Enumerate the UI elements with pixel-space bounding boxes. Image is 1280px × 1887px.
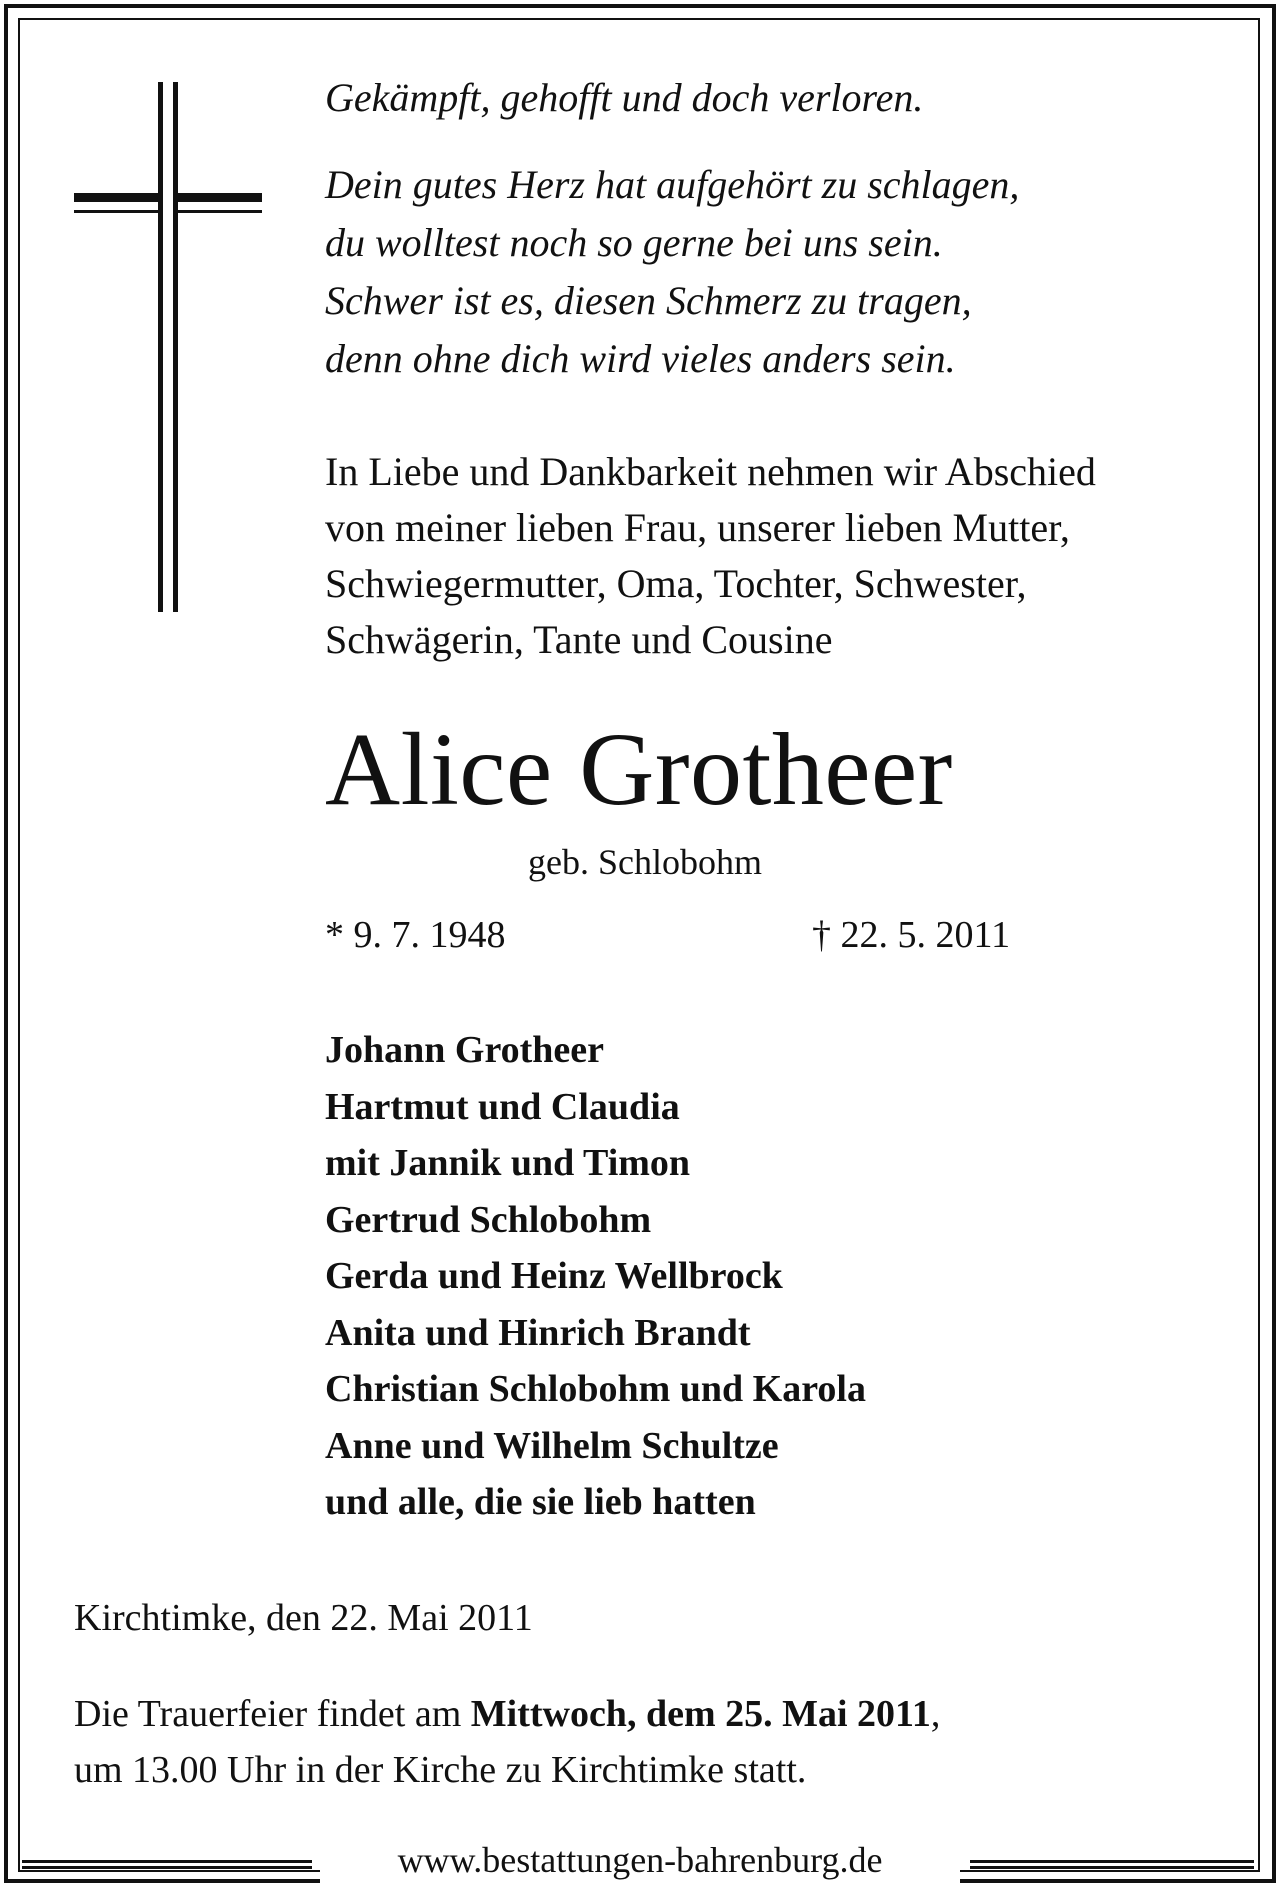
maiden-name: geb. Schlobohm bbox=[528, 842, 762, 882]
intro-line: Schwiegermutter, Oma, Tochter, Schwester, bbox=[325, 561, 1027, 606]
poem-verse-line: du wolltest noch so gerne bei uns sein. bbox=[325, 220, 943, 265]
cross-upright bbox=[158, 82, 178, 612]
service-line-1 bbox=[74, 1686, 940, 1742]
deceased-name: Alice Grotheer bbox=[325, 712, 953, 827]
poem-opening-line: Gekämpft, gehofft und doch verloren. bbox=[325, 75, 924, 120]
mourner-entry: Anita und Hinrich Brandt bbox=[325, 1311, 751, 1354]
service-prefix: Die Trauerfeier findet am bbox=[74, 1693, 471, 1735]
service-date: Mittwoch, dem 25. Mai 2011 bbox=[470, 1693, 931, 1735]
death-date: † 22. 5. 2011 bbox=[812, 914, 1011, 956]
mourner-entry: und alle, die sie lieb hatten bbox=[325, 1481, 756, 1523]
birth-date: * 9. 7. 1948 bbox=[325, 914, 506, 956]
mourner-entry: Johann Grotheer bbox=[325, 1029, 605, 1071]
intro-line: In Liebe und Dankbarkeit nehmen wir Abschied bbox=[325, 449, 1096, 494]
mourner-entry: Anne und Wilhelm Schultze bbox=[325, 1424, 779, 1467]
mourner-entry: Hartmut und Claudia bbox=[325, 1085, 680, 1128]
place-and-date: Kirchtimke, den 22. Mai 2011 bbox=[74, 1597, 533, 1639]
mourners-list bbox=[325, 1022, 1225, 1531]
intro-line: von meiner lieben Frau, unserer lieben Mutter, bbox=[325, 505, 1070, 550]
mourner-entry: mit Jannik und Timon bbox=[325, 1142, 691, 1184]
mourner-entry: Gertrud Schlobohm bbox=[325, 1198, 652, 1241]
footer-rule-left bbox=[22, 1860, 312, 1870]
poem-verse-line: denn ohne dich wird vieles anders sein. bbox=[325, 336, 956, 381]
footer-website: www.bestattungen-bahrenburg.de bbox=[320, 1836, 960, 1884]
mourner-entry: Christian Schlobohm und Karola bbox=[325, 1368, 866, 1410]
funeral-service-info bbox=[74, 1686, 940, 1798]
poem-verse-line: Schwer ist es, diesen Schmerz zu tragen, bbox=[325, 278, 972, 323]
service-line-2: um 13.00 Uhr in der Kirche zu Kirchtimke statt. bbox=[74, 1749, 807, 1791]
poem-verse-line: Dein gutes Herz hat aufgehört zu schlagen, bbox=[325, 162, 1020, 207]
intro-line: Schwägerin, Tante und Cousine bbox=[325, 617, 833, 662]
service-suffix: , bbox=[930, 1693, 941, 1735]
poem-verse bbox=[325, 156, 1225, 388]
footer-rule-right bbox=[970, 1860, 1254, 1870]
mourner-entry: Gerda und Heinz Wellbrock bbox=[325, 1255, 783, 1297]
farewell-intro bbox=[325, 444, 1225, 668]
